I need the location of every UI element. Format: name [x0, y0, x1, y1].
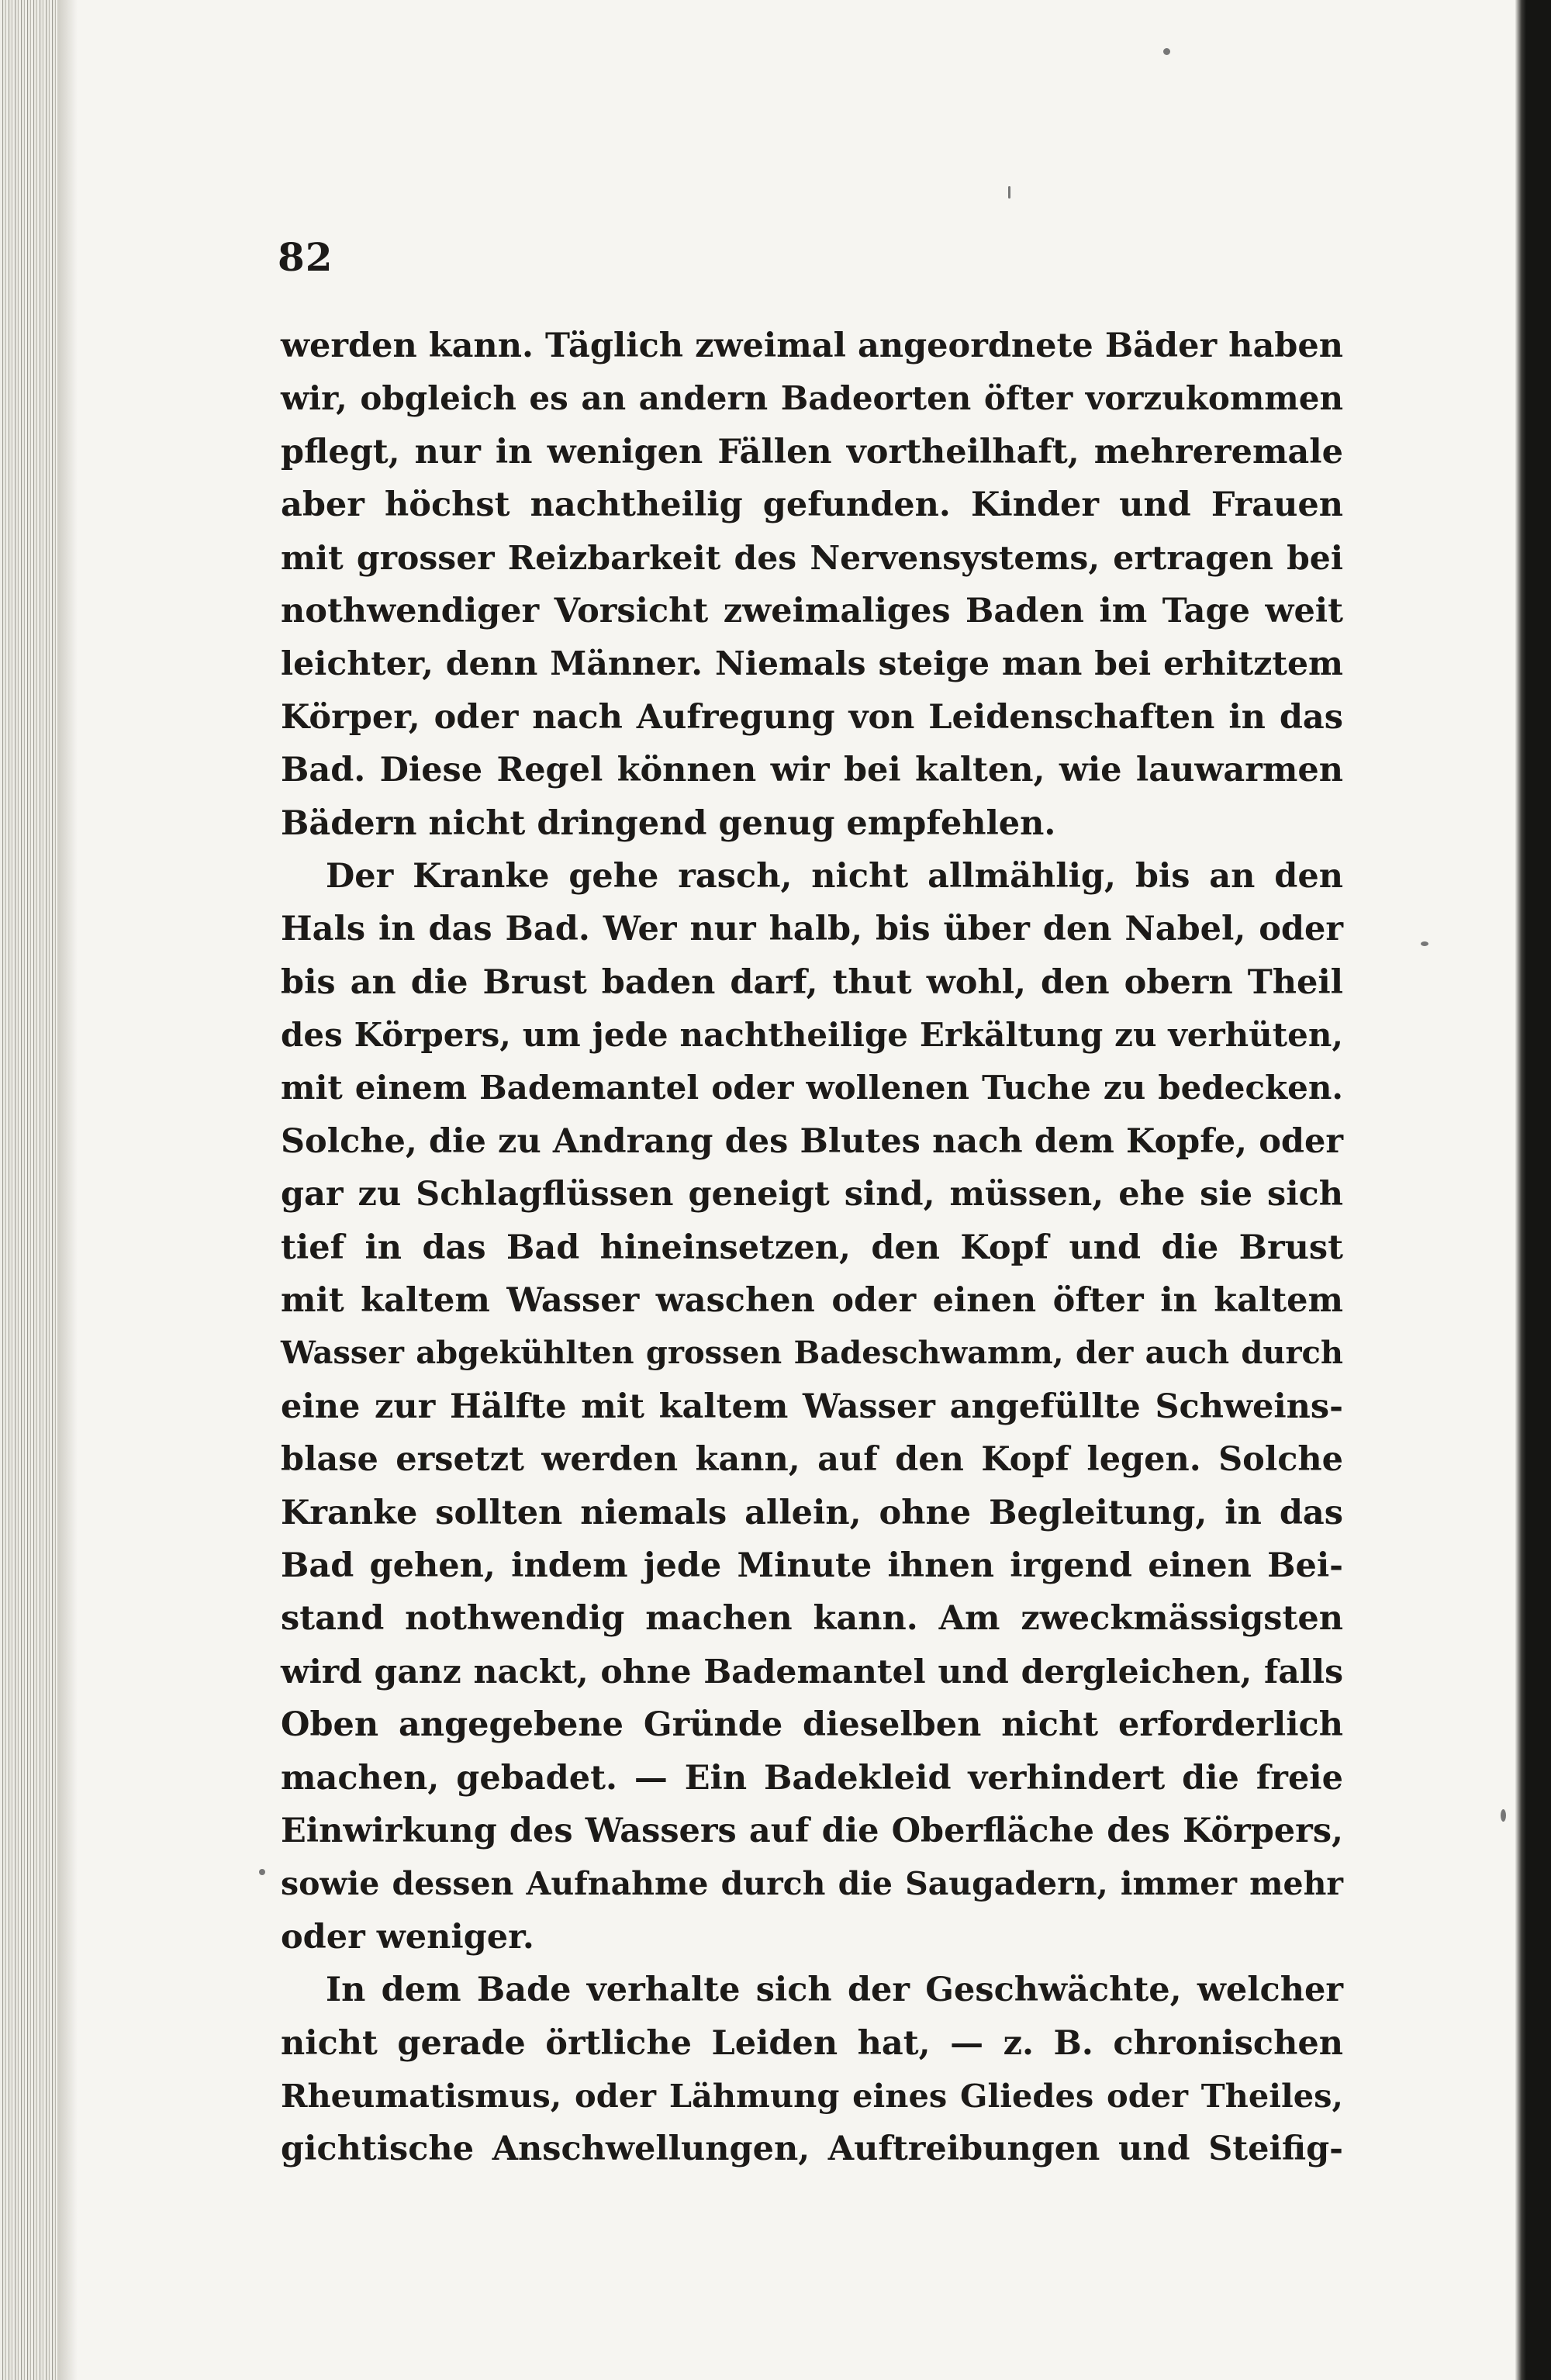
gutter-shadow: [57, 0, 78, 2380]
text-line: Hals in das Bad. Wer nur halb, bis über den Nabel, oder: [281, 910, 1343, 949]
text-line: gichtische Anschwellungen, Auftreibungen und Steifig-: [281, 2130, 1343, 2169]
text-line: Bädern nicht dringend genug empfehlen.: [281, 803, 1056, 843]
text-line: aber höchst nachtheilig gefunden. Kinder und Frauen: [281, 485, 1343, 525]
text-line: wir, obgleich es an andern Badeorten öfter vorzukommen: [281, 379, 1343, 418]
text-line: mit grosser Reizbarkeit des Nervensystems, ertragen bei: [281, 538, 1343, 578]
scan-speck: [1163, 48, 1170, 55]
text-line: leichter, denn Männer. Niemals steige man bei erhitztem: [281, 644, 1343, 684]
scan-speck: [1501, 1809, 1506, 1822]
text-line: Einwirkung des Wassers auf die Oberfläche des Körpers,: [281, 1811, 1343, 1850]
text-line: Bad. Diese Regel können wir bei kalten, wie lauwarmen: [281, 751, 1343, 790]
text-line: blase ersetzt werden kann, auf den Kopf legen. Solche: [281, 1440, 1343, 1480]
text-line: Rheumatismus, oder Lähmung eines Gliedes oder Theiles,: [281, 2076, 1343, 2115]
text-line: stand nothwendig machen kann. Am zweckmässigsten: [281, 1599, 1343, 1639]
text-line: sowie dessen Aufnahme durch die Saugadern, immer mehr: [281, 1865, 1343, 1903]
text-line: Solche, die zu Andrang des Blutes nach dem Kopfe, oder: [281, 1121, 1343, 1161]
text-line: mit kaltem Wasser waschen oder einen öfter in kaltem: [281, 1281, 1343, 1321]
text-line: Der Kranke gehe rasch, nicht allmählig, bis an den: [326, 856, 1343, 896]
text-line: Bad gehen, indem jede Minute ihnen irgend einen Bei-: [281, 1546, 1343, 1585]
text-line: pflegt, nur in wenigen Fällen vortheilhaft, mehreremale: [281, 432, 1343, 472]
text-line: Oben angegebene Gründe dieselben nicht erforderlich: [281, 1705, 1343, 1745]
text-line: werden kann. Täglich zweimal angeordnete Bäder haben: [281, 326, 1343, 365]
text-line: wird ganz nackt, ohne Bademantel und dergleichen, falls: [281, 1652, 1343, 1691]
text-line: Kranke sollten niemals allein, ohne Begleitung, in das: [281, 1493, 1343, 1532]
text-line: Wasser abgekühlten grossen Badeschwamm, der auch durch: [281, 1335, 1343, 1372]
text-line: machen, gebadet. — Ein Badekleid verhindert die freie: [281, 1758, 1343, 1798]
scan-speck: [259, 1869, 265, 1875]
scan-speck: [1008, 186, 1010, 199]
text-line: In dem Bade verhalte sich der Geschwächte, welcher: [326, 1971, 1343, 2010]
scan-speck: [1421, 941, 1428, 946]
text-line: mit einem Bademantel oder wollenen Tuche zu bedecken.: [281, 1069, 1343, 1107]
text-line: oder weniger.: [281, 1917, 534, 1957]
text-line: nicht gerade örtliche Leiden hat, — z. B. chronischen: [281, 2023, 1343, 2063]
text-line: des Körpers, um jede nachtheilige Erkältung zu verhüten,: [281, 1016, 1343, 1055]
text-line: gar zu Schlagflüssen geneigt sind, müssen, ehe sie sich: [281, 1175, 1343, 1214]
body-text: [281, 320, 1343, 2176]
text-line: tief in das Bad hineinsetzen, den Kopf und die Brust: [281, 1228, 1343, 1267]
text-line: Körper, oder nach Aufregung von Leidenschaften in das: [281, 697, 1343, 737]
page-edge: [1515, 0, 1551, 2380]
text-line: bis an die Brust baden darf, thut wohl, den obern Theil: [281, 962, 1343, 1002]
page-number: 82: [278, 234, 333, 280]
book-binding-gutter: [0, 0, 57, 2380]
text-line: eine zur Hälfte mit kaltem Wasser angefüllte Schweins-: [281, 1387, 1343, 1426]
text-line: nothwendiger Vorsicht zweimaliges Baden im Tage weit: [281, 591, 1343, 630]
